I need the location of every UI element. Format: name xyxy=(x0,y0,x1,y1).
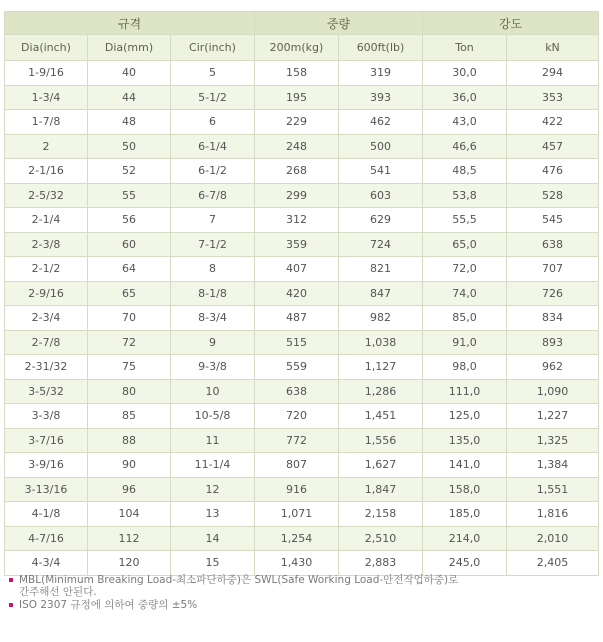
cell-strength-ton: 36,0 xyxy=(423,85,507,110)
cell-weight-kg: 1,071 xyxy=(255,502,339,527)
cell-cir-inch: 10 xyxy=(171,379,255,404)
table-row xyxy=(5,502,599,527)
cell-cir-inch: 6-1/2 xyxy=(171,159,255,184)
cell-cir-inch: 13 xyxy=(171,502,255,527)
cell-dia-mm: 40 xyxy=(88,61,171,86)
cell-cir-inch: 8-1/8 xyxy=(171,281,255,306)
cell-weight-lb: 319 xyxy=(339,61,423,86)
cell-dia-inch: 3-9/16 xyxy=(5,453,88,478)
cell-dia-mm: 60 xyxy=(88,232,171,257)
cell-strength-ton: 141,0 xyxy=(423,453,507,478)
cell-weight-lb: 847 xyxy=(339,281,423,306)
cell-weight-kg: 268 xyxy=(255,159,339,184)
cell-weight-kg: 916 xyxy=(255,477,339,502)
table-row xyxy=(5,526,599,551)
table-row xyxy=(5,134,599,159)
cell-weight-kg: 195 xyxy=(255,85,339,110)
table-row xyxy=(5,183,599,208)
cell-weight-lb: 1,451 xyxy=(339,404,423,429)
cell-dia-inch: 2-3/4 xyxy=(5,306,88,331)
cell-cir-inch: 11 xyxy=(171,428,255,453)
footnote-iso xyxy=(8,599,598,611)
footnote-mbl xyxy=(8,574,598,598)
cell-cir-inch: 14 xyxy=(171,526,255,551)
cell-strength-kn: 476 xyxy=(507,159,599,184)
group-header-spec: 규격 xyxy=(5,12,255,35)
cell-strength-ton: 125,0 xyxy=(423,404,507,429)
cell-dia-inch: 1-7/8 xyxy=(5,110,88,135)
cell-strength-ton: 245,0 xyxy=(423,551,507,576)
cell-cir-inch: 9 xyxy=(171,330,255,355)
cell-strength-ton: 30,0 xyxy=(423,61,507,86)
cell-dia-mm: 104 xyxy=(88,502,171,527)
table-row xyxy=(5,330,599,355)
cell-cir-inch: 6 xyxy=(171,110,255,135)
cell-strength-ton: 74,0 xyxy=(423,281,507,306)
cell-cir-inch: 5 xyxy=(171,61,255,86)
column-header-ton: Ton xyxy=(423,35,507,61)
cell-dia-mm: 44 xyxy=(88,85,171,110)
cell-weight-kg: 420 xyxy=(255,281,339,306)
cell-weight-kg: 515 xyxy=(255,330,339,355)
table-row xyxy=(5,281,599,306)
cell-strength-ton: 98,0 xyxy=(423,355,507,380)
cell-weight-kg: 158 xyxy=(255,61,339,86)
cell-weight-lb: 724 xyxy=(339,232,423,257)
cell-strength-ton: 185,0 xyxy=(423,502,507,527)
cell-dia-mm: 48 xyxy=(88,110,171,135)
cell-dia-inch: 2-1/4 xyxy=(5,208,88,233)
cell-weight-lb: 393 xyxy=(339,85,423,110)
cell-strength-ton: 46,6 xyxy=(423,134,507,159)
cell-dia-mm: 80 xyxy=(88,379,171,404)
cell-dia-inch: 2-1/2 xyxy=(5,257,88,282)
cell-strength-kn: 422 xyxy=(507,110,599,135)
cell-weight-kg: 299 xyxy=(255,183,339,208)
cell-weight-lb: 603 xyxy=(339,183,423,208)
cell-strength-kn: 638 xyxy=(507,232,599,257)
cell-weight-kg: 312 xyxy=(255,208,339,233)
cell-strength-kn: 528 xyxy=(507,183,599,208)
table-row xyxy=(5,159,599,184)
cell-dia-inch: 2-9/16 xyxy=(5,281,88,306)
table-row xyxy=(5,85,599,110)
cell-weight-kg: 559 xyxy=(255,355,339,380)
cell-dia-mm: 120 xyxy=(88,551,171,576)
table-row xyxy=(5,306,599,331)
cell-weight-lb: 821 xyxy=(339,257,423,282)
table-row xyxy=(5,355,599,380)
cell-dia-inch: 2-1/16 xyxy=(5,159,88,184)
cell-weight-lb: 2,883 xyxy=(339,551,423,576)
cell-cir-inch: 5-1/2 xyxy=(171,85,255,110)
cell-weight-kg: 807 xyxy=(255,453,339,478)
table-row xyxy=(5,404,599,429)
column-header-dia-inch: Dia(inch) xyxy=(5,35,88,61)
table-row xyxy=(5,453,599,478)
cell-strength-ton: 43,0 xyxy=(423,110,507,135)
cell-dia-mm: 55 xyxy=(88,183,171,208)
cell-cir-inch: 7-1/2 xyxy=(171,232,255,257)
cell-weight-kg: 407 xyxy=(255,257,339,282)
cell-dia-mm: 88 xyxy=(88,428,171,453)
column-header-row xyxy=(5,35,599,61)
cell-weight-lb: 1,627 xyxy=(339,453,423,478)
cell-strength-kn: 834 xyxy=(507,306,599,331)
cell-weight-lb: 1,286 xyxy=(339,379,423,404)
cell-strength-ton: 48,5 xyxy=(423,159,507,184)
cell-strength-ton: 65,0 xyxy=(423,232,507,257)
table-row xyxy=(5,379,599,404)
cell-weight-kg: 1,254 xyxy=(255,526,339,551)
cell-dia-mm: 96 xyxy=(88,477,171,502)
cell-cir-inch: 15 xyxy=(171,551,255,576)
cell-strength-ton: 85,0 xyxy=(423,306,507,331)
cell-dia-mm: 70 xyxy=(88,306,171,331)
cell-cir-inch: 6-1/4 xyxy=(171,134,255,159)
cell-dia-inch: 4-7/16 xyxy=(5,526,88,551)
cell-weight-kg: 772 xyxy=(255,428,339,453)
cell-weight-lb: 1,556 xyxy=(339,428,423,453)
group-header-row xyxy=(5,12,599,35)
cell-weight-kg: 487 xyxy=(255,306,339,331)
cell-strength-kn: 2,010 xyxy=(507,526,599,551)
cell-weight-lb: 541 xyxy=(339,159,423,184)
cell-weight-kg: 720 xyxy=(255,404,339,429)
cell-strength-kn: 294 xyxy=(507,61,599,86)
cell-strength-ton: 158,0 xyxy=(423,477,507,502)
cell-cir-inch: 8-3/4 xyxy=(171,306,255,331)
cell-strength-ton: 72,0 xyxy=(423,257,507,282)
cell-strength-ton: 55,5 xyxy=(423,208,507,233)
cell-dia-mm: 52 xyxy=(88,159,171,184)
cell-dia-inch: 3-3/8 xyxy=(5,404,88,429)
footnote-mbl-line2: 간주해선 안된다. xyxy=(19,586,97,598)
cell-dia-mm: 50 xyxy=(88,134,171,159)
cell-dia-inch: 2-7/8 xyxy=(5,330,88,355)
cell-weight-lb: 462 xyxy=(339,110,423,135)
cell-dia-mm: 112 xyxy=(88,526,171,551)
cell-strength-kn: 893 xyxy=(507,330,599,355)
table-row xyxy=(5,257,599,282)
cell-strength-kn: 545 xyxy=(507,208,599,233)
footnote-mbl-line1: MBL(Minimum Breaking Load-최소파단하중)은 SWL(Safe Working Load-안전작업하중)로 xyxy=(19,574,459,586)
cell-dia-inch: 2 xyxy=(5,134,88,159)
cell-strength-kn: 1,090 xyxy=(507,379,599,404)
cell-strength-kn: 1,816 xyxy=(507,502,599,527)
cell-cir-inch: 12 xyxy=(171,477,255,502)
bullet-icon xyxy=(9,603,13,607)
group-header-weight: 중량 xyxy=(255,12,423,35)
column-header-weight-200m-kg: 200m(kg) xyxy=(255,35,339,61)
cell-weight-lb: 2,510 xyxy=(339,526,423,551)
cell-strength-kn: 1,551 xyxy=(507,477,599,502)
cell-dia-inch: 2-31/32 xyxy=(5,355,88,380)
cell-cir-inch: 9-3/8 xyxy=(171,355,255,380)
cell-weight-kg: 638 xyxy=(255,379,339,404)
table-row xyxy=(5,551,599,576)
cell-weight-lb: 1,847 xyxy=(339,477,423,502)
cell-strength-ton: 53,8 xyxy=(423,183,507,208)
table-row xyxy=(5,110,599,135)
table-row xyxy=(5,428,599,453)
cell-dia-mm: 56 xyxy=(88,208,171,233)
cell-dia-mm: 65 xyxy=(88,281,171,306)
rope-spec-table xyxy=(4,11,599,576)
cell-dia-mm: 72 xyxy=(88,330,171,355)
cell-cir-inch: 11-1/4 xyxy=(171,453,255,478)
table-row xyxy=(5,61,599,86)
cell-weight-lb: 1,127 xyxy=(339,355,423,380)
table-row xyxy=(5,232,599,257)
cell-dia-mm: 85 xyxy=(88,404,171,429)
column-header-cir-inch: Cir(inch) xyxy=(171,35,255,61)
cell-strength-ton: 91,0 xyxy=(423,330,507,355)
group-header-strength: 강도 xyxy=(423,12,599,35)
cell-dia-inch: 1-3/4 xyxy=(5,85,88,110)
cell-weight-kg: 248 xyxy=(255,134,339,159)
cell-dia-inch: 4-1/8 xyxy=(5,502,88,527)
cell-strength-kn: 457 xyxy=(507,134,599,159)
table-row xyxy=(5,477,599,502)
cell-weight-lb: 629 xyxy=(339,208,423,233)
cell-weight-lb: 982 xyxy=(339,306,423,331)
cell-weight-lb: 2,158 xyxy=(339,502,423,527)
table-row xyxy=(5,208,599,233)
cell-dia-inch: 4-3/4 xyxy=(5,551,88,576)
bullet-icon xyxy=(9,578,13,582)
cell-strength-kn: 707 xyxy=(507,257,599,282)
footnotes xyxy=(8,574,598,612)
cell-strength-ton: 135,0 xyxy=(423,428,507,453)
cell-strength-ton: 214,0 xyxy=(423,526,507,551)
cell-strength-kn: 1,227 xyxy=(507,404,599,429)
cell-weight-lb: 500 xyxy=(339,134,423,159)
cell-dia-inch: 2-5/32 xyxy=(5,183,88,208)
cell-dia-mm: 90 xyxy=(88,453,171,478)
cell-dia-mm: 75 xyxy=(88,355,171,380)
cell-dia-inch: 1-9/16 xyxy=(5,61,88,86)
cell-dia-inch: 3-7/16 xyxy=(5,428,88,453)
cell-strength-kn: 962 xyxy=(507,355,599,380)
cell-dia-inch: 3-13/16 xyxy=(5,477,88,502)
cell-cir-inch: 6-7/8 xyxy=(171,183,255,208)
cell-weight-kg: 359 xyxy=(255,232,339,257)
table-body xyxy=(5,61,599,576)
cell-weight-lb: 1,038 xyxy=(339,330,423,355)
cell-strength-kn: 726 xyxy=(507,281,599,306)
column-header-weight-600ft-lb: 600ft(lb) xyxy=(339,35,423,61)
cell-strength-ton: 111,0 xyxy=(423,379,507,404)
cell-strength-kn: 353 xyxy=(507,85,599,110)
cell-dia-inch: 3-5/32 xyxy=(5,379,88,404)
column-header-dia-mm: Dia(mm) xyxy=(88,35,171,61)
cell-strength-kn: 1,384 xyxy=(507,453,599,478)
cell-cir-inch: 7 xyxy=(171,208,255,233)
column-header-kn: kN xyxy=(507,35,599,61)
cell-strength-kn: 1,325 xyxy=(507,428,599,453)
cell-strength-kn: 2,405 xyxy=(507,551,599,576)
cell-weight-kg: 1,430 xyxy=(255,551,339,576)
cell-dia-mm: 64 xyxy=(88,257,171,282)
cell-cir-inch: 10-5/8 xyxy=(171,404,255,429)
cell-weight-kg: 229 xyxy=(255,110,339,135)
cell-cir-inch: 8 xyxy=(171,257,255,282)
cell-dia-inch: 2-3/8 xyxy=(5,232,88,257)
footnote-iso-line1: ISO 2307 규정에 의하여 중량의 ±5% xyxy=(19,599,198,611)
